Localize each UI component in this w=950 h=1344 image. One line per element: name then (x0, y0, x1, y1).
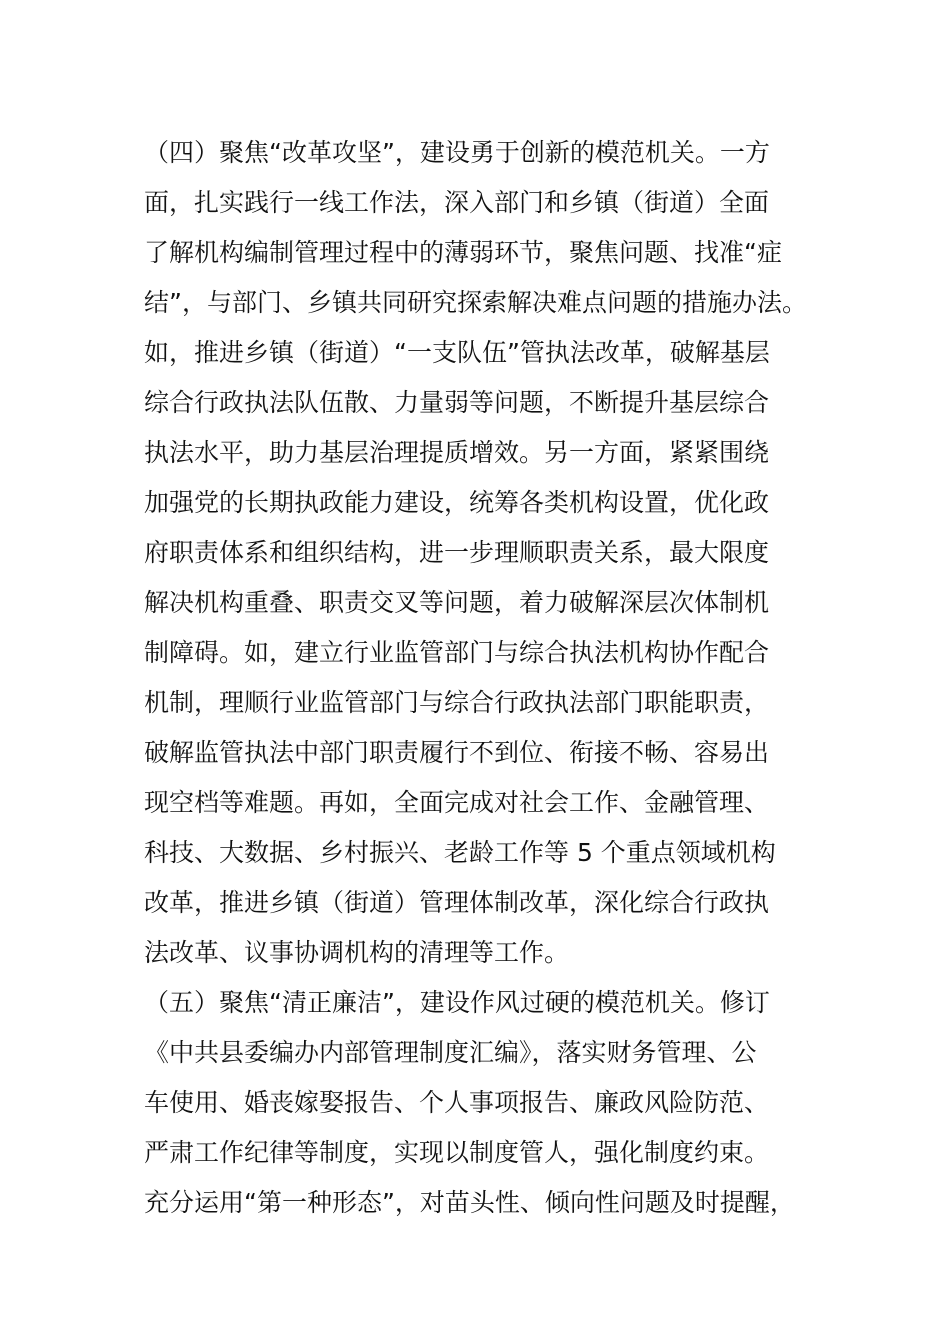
text-line: 如，推进乡镇（街道）“一支队伍”管执法改革，破解基层 (144, 338, 770, 367)
text-line: 充分运用“第一种形态”，对苗头性、倾向性问题及时提醒， (144, 1188, 795, 1217)
text-line: 了解机构编制管理过程中的薄弱环节，聚焦问题、找准“症 (144, 238, 782, 267)
text-line: 车使用、婚丧嫁娶报告、个人事项报告、廉政风险防范、 (144, 1088, 770, 1117)
text-line: 结”，与部门、乡镇共同研究探索解决难点问题的措施办法。 (144, 288, 807, 317)
text-line: 加强党的长期执政能力建设，统筹各类机构设置，优化政 (144, 488, 770, 517)
text-line: 执法水平，助力基层治理提质增效。另一方面，紧紧围绕 (144, 438, 770, 467)
body-text (144, 128, 824, 1228)
text-line: 现空档等难题。再如，全面完成对社会工作、金融管理、 (144, 788, 770, 817)
text-line: （五）聚焦“清正廉洁”，建设作风过硬的模范机关。修订 (144, 988, 770, 1017)
text-line: 破解监管执法中部门职责履行不到位、衔接不畅、容易出 (144, 738, 770, 767)
text-line: 机制，理顺行业监管部门与综合行政执法部门职能职责， (144, 688, 770, 717)
text-line: 改革，推进乡镇（街道）管理体制改革，深化综合行政执 (144, 888, 770, 917)
text-line: 面，扎实践行一线工作法，深入部门和乡镇（街道）全面 (144, 188, 770, 217)
text-line: 解决机构重叠、职责交叉等问题，着力破解深层次体制机 (144, 588, 770, 617)
text-line: 综合行政执法队伍散、力量弱等问题，不断提升基层综合 (144, 388, 770, 417)
text-line: （四）聚焦“改革攻坚”，建设勇于创新的模范机关。一方 (144, 138, 770, 167)
text-line: 科技、大数据、乡村振兴、老龄工作等 5 个重点领域机构 (144, 838, 776, 867)
text-line: 制障碍。如，建立行业监管部门与综合执法机构协作配合 (144, 638, 770, 667)
text-line: 严肃工作纪律等制度，实现以制度管人，强化制度约束。 (144, 1138, 770, 1167)
text-line: 法改革、议事协调机构的清理等工作。 (144, 938, 570, 967)
text-line: 《中共县委编办内部管理制度汇编》，落实财务管理、公 (144, 1038, 757, 1067)
text-line: 府职责体系和组织结构，进一步理顺职责关系，最大限度 (144, 538, 770, 567)
